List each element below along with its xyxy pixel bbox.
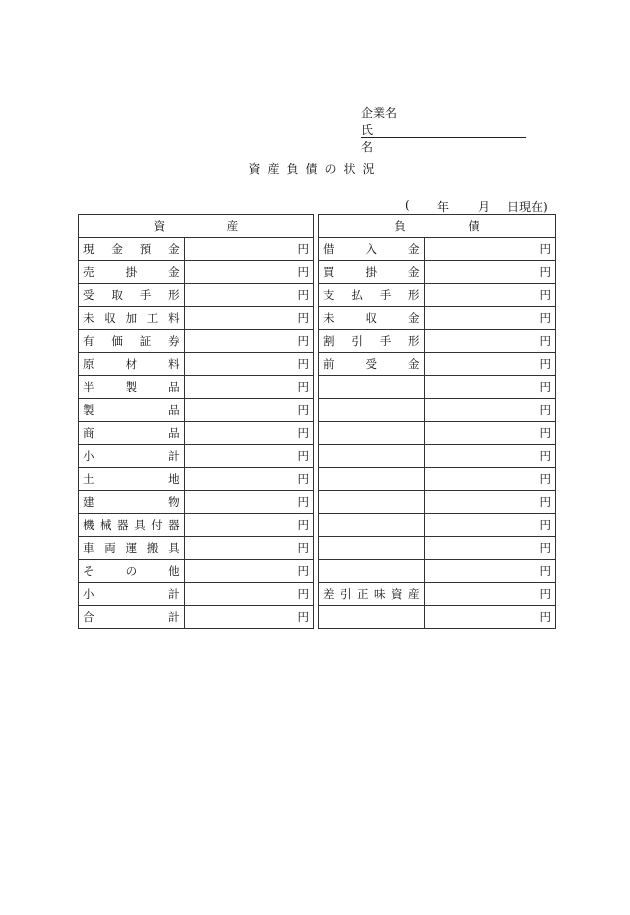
balance-sheet	[78, 214, 556, 630]
asset-amount-field[interactable]: 円	[184, 307, 313, 330]
assets-header-b: 産	[226, 219, 239, 233]
asset-item-label: 原材料	[79, 353, 185, 376]
date-year-label: 年	[437, 200, 450, 214]
asset-amount-field[interactable]: 円	[184, 284, 313, 307]
liabilities-header-b: 債	[468, 219, 480, 233]
liability-item-label	[319, 606, 425, 629]
liability-item-label: 未収金	[319, 307, 425, 330]
liability-row	[319, 468, 556, 491]
asset-item-label: 現金預金	[79, 238, 185, 261]
liability-row	[319, 284, 556, 307]
liability-amount-field[interactable]: 円	[424, 330, 555, 353]
asset-item-label: 半製品	[79, 376, 185, 399]
asset-amount-field[interactable]: 円	[184, 422, 313, 445]
asset-row	[79, 606, 314, 629]
assets-table	[78, 214, 314, 629]
liability-item-label	[319, 537, 425, 560]
liabilities-table	[318, 214, 556, 629]
liability-amount-field[interactable]: 円	[424, 560, 555, 583]
document-title: 資産負債の状況	[248, 162, 382, 176]
liability-row	[319, 583, 556, 606]
liabilities-header-row	[319, 215, 556, 238]
liability-amount-field[interactable]: 円	[424, 261, 555, 284]
liability-amount-field[interactable]: 円	[424, 307, 555, 330]
asset-row	[79, 376, 314, 399]
asset-row	[79, 261, 314, 284]
asset-amount-field[interactable]: 円	[184, 606, 313, 629]
liability-item-label	[319, 399, 425, 422]
asset-row	[79, 560, 314, 583]
asset-row	[79, 330, 314, 353]
asset-amount-field[interactable]: 円	[184, 560, 313, 583]
liability-amount-field[interactable]: 円	[424, 238, 555, 261]
liability-row	[319, 606, 556, 629]
person-name-field[interactable]	[361, 121, 526, 154]
asset-row	[79, 238, 314, 261]
asset-row	[79, 284, 314, 307]
liability-row	[319, 353, 556, 376]
liability-row	[319, 307, 556, 330]
asset-row	[79, 514, 314, 537]
asset-amount-field[interactable]: 円	[184, 514, 313, 537]
liability-amount-field[interactable]: 円	[424, 537, 555, 560]
asset-item-label: 合計	[79, 606, 185, 629]
assets-header-row	[79, 215, 314, 238]
liability-item-label	[319, 445, 425, 468]
liability-row	[319, 537, 556, 560]
asset-amount-field[interactable]: 円	[184, 330, 313, 353]
date-day-label: 日現在)	[507, 200, 548, 214]
asset-row	[79, 399, 314, 422]
liability-amount-field[interactable]: 円	[424, 376, 555, 399]
asset-item-label: 機械器具付器	[79, 514, 185, 537]
asset-row	[79, 537, 314, 560]
liability-amount-field[interactable]: 円	[424, 491, 555, 514]
person-name-label: 氏 名	[361, 123, 386, 154]
asset-amount-field[interactable]: 円	[184, 399, 313, 422]
company-name-label: 企業名	[361, 106, 398, 120]
liability-item-label: 割引手形	[319, 330, 425, 353]
liability-row	[319, 330, 556, 353]
liability-amount-field[interactable]: 円	[424, 514, 555, 537]
asset-amount-field[interactable]: 円	[184, 238, 313, 261]
liability-amount-field[interactable]: 円	[424, 284, 555, 307]
asset-item-label: 小計	[79, 583, 185, 606]
liabilities-header-a: 負	[394, 219, 406, 233]
asset-item-label: その他	[79, 560, 185, 583]
date-open-paren: (	[405, 198, 410, 212]
asset-item-label: 建物	[79, 491, 185, 514]
asset-amount-field[interactable]: 円	[184, 583, 313, 606]
liability-item-label	[319, 514, 425, 537]
asset-amount-field[interactable]: 円	[184, 353, 313, 376]
asset-amount-field[interactable]: 円	[184, 537, 313, 560]
liability-amount-field[interactable]: 円	[424, 422, 555, 445]
liability-amount-field[interactable]: 円	[424, 606, 555, 629]
asset-row	[79, 583, 314, 606]
liability-row	[319, 491, 556, 514]
liability-item-label	[319, 422, 425, 445]
liability-amount-field[interactable]: 円	[424, 445, 555, 468]
asset-amount-field[interactable]: 円	[184, 468, 313, 491]
asset-amount-field[interactable]: 円	[184, 261, 313, 284]
liabilities-header	[319, 215, 556, 238]
asset-item-label: 有価証券	[79, 330, 185, 353]
liability-item-label: 前受金	[319, 353, 425, 376]
liability-item-label	[319, 376, 425, 399]
liability-item-label: 借入金	[319, 238, 425, 261]
asset-row	[79, 307, 314, 330]
asset-amount-field[interactable]: 円	[184, 376, 313, 399]
assets-header-a: 資	[153, 219, 166, 233]
asset-row	[79, 468, 314, 491]
liability-row	[319, 399, 556, 422]
asset-item-label: 商品	[79, 422, 185, 445]
asset-row	[79, 445, 314, 468]
asset-item-label: 車両運搬具	[79, 537, 185, 560]
asset-item-label: 受取手形	[79, 284, 185, 307]
liability-row	[319, 376, 556, 399]
assets-header	[79, 215, 314, 238]
asset-item-label: 売掛金	[79, 261, 185, 284]
asset-row	[79, 422, 314, 445]
date-month-label: 月	[478, 200, 491, 214]
liability-row	[319, 514, 556, 537]
liability-item-label: 支払手形	[319, 284, 425, 307]
liability-amount-field[interactable]: 円	[424, 353, 555, 376]
asset-item-label: 製品	[79, 399, 185, 422]
asset-item-label: 土地	[79, 468, 185, 491]
liability-item-label	[319, 491, 425, 514]
liability-amount-field[interactable]: 円	[424, 399, 555, 422]
liability-row	[319, 445, 556, 468]
liability-row	[319, 560, 556, 583]
asset-amount-field[interactable]: 円	[184, 445, 313, 468]
liability-amount-field[interactable]: 円	[424, 583, 555, 606]
liability-item-label	[319, 468, 425, 491]
liability-amount-field[interactable]: 円	[424, 468, 555, 491]
liability-row	[319, 422, 556, 445]
asset-item-label: 未収加工料	[79, 307, 185, 330]
liability-item-label: 差引正味資産	[319, 583, 425, 606]
asset-item-label: 小計	[79, 445, 185, 468]
liability-row	[319, 238, 556, 261]
asset-amount-field[interactable]: 円	[184, 491, 313, 514]
asset-row	[79, 491, 314, 514]
asset-row	[79, 353, 314, 376]
liability-row	[319, 261, 556, 284]
liability-item-label: 買掛金	[319, 261, 425, 284]
liability-item-label	[319, 560, 425, 583]
